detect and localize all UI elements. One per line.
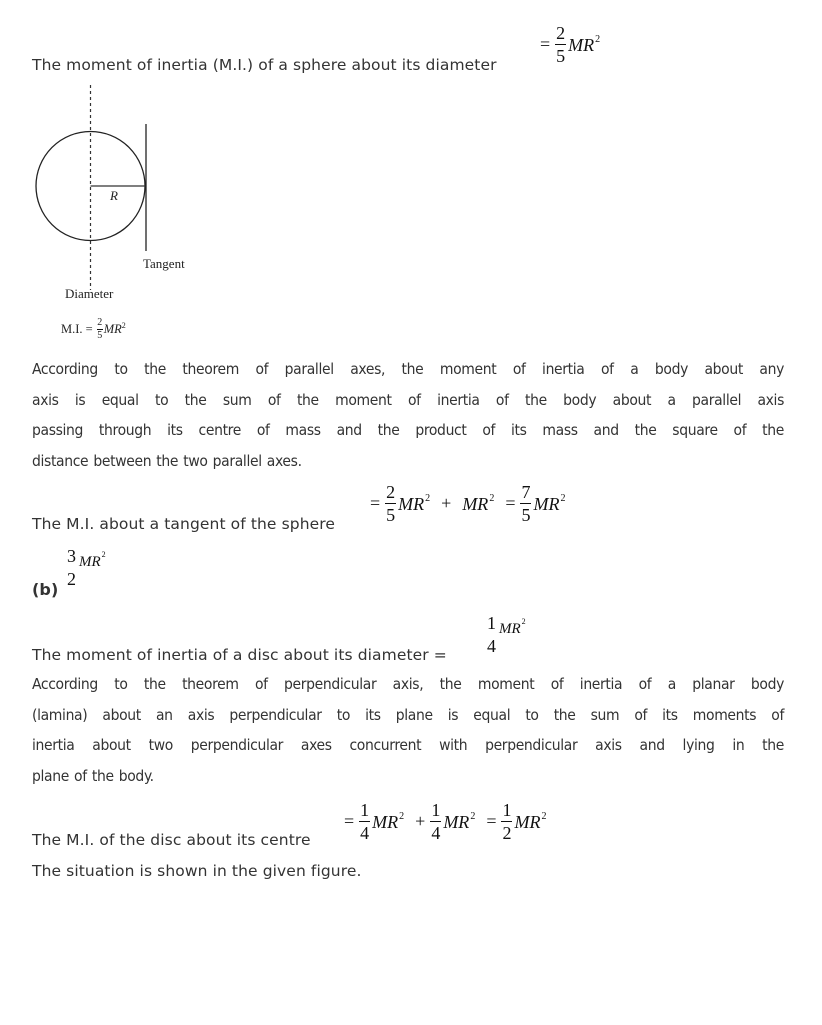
denominator: 4 (431, 823, 441, 843)
denominator: 2 (502, 823, 512, 843)
numerator: 1 (360, 800, 370, 820)
paragraph-line: According to the theorem of perpendicular axis, the moment of inertia of a planar body (32, 675, 784, 693)
numerator: 7 (521, 482, 531, 502)
mass-radius-term: $MR^2$ (514, 810, 547, 832)
tangent-result-formula (367, 483, 565, 524)
denominator: 2 (67, 569, 76, 589)
mass-radius-term: $MR^2$ (79, 550, 106, 570)
sphere-diagram (0, 0, 822, 360)
mass-radius-term: $MR^2$ (568, 33, 601, 55)
mass-radius-term: $MR^2$ (372, 810, 405, 832)
denominator: 5 (97, 330, 103, 341)
perpendicular-axis-paragraph (32, 669, 784, 791)
paragraph-line: (lamina) about an axis perpendicular to its plane is equal to the sum of its moments of (32, 705, 784, 724)
fraction (501, 801, 512, 842)
fraction (66, 547, 77, 588)
disc-diameter-text: The moment of inertia of a disc about its diameter = (32, 646, 447, 664)
fraction (385, 483, 396, 524)
plus-sign: + (415, 811, 426, 831)
disc-centre-formula (341, 801, 546, 842)
mass-radius-term: $MR^2$ (103, 321, 126, 337)
sphere-diagram-graphic (0, 0, 822, 360)
paragraph-line: inertia about two perpendicular axes concurrent with perpendicular axis and lying in the (32, 736, 784, 754)
mass-radius-term: $MR^2$ (443, 810, 476, 832)
mass-radius-term: $MR^2$ (533, 492, 566, 514)
formula-prefix: M.I. = (61, 322, 93, 336)
paragraph-line: passing through its centre of mass and the product of its mass and the square of the (32, 421, 784, 439)
paragraph-line: According to the theorem of parallel axes, the moment of inertia of a body about any (32, 360, 784, 378)
denominator: 4 (487, 636, 496, 656)
sphere-diameter-text: The moment of inertia (M.I.) of a sphere about its diameter (32, 56, 497, 74)
closing-text: The situation is shown in the given figure. (32, 862, 362, 880)
part-b-formula (64, 547, 106, 588)
plus-sign: + (441, 493, 452, 513)
fraction (97, 318, 103, 341)
diameter-label: Diameter (65, 286, 114, 301)
denominator: 5 (386, 505, 396, 525)
mass-radius-term: $MR^2$ (462, 492, 495, 514)
denominator: 4 (360, 823, 370, 843)
tangent-result-text: The M.I. about a tangent of the sphere (32, 515, 336, 533)
parallel-axes-paragraph (32, 354, 784, 476)
paragraph-line: plane of the body. (32, 766, 154, 785)
fraction (430, 801, 441, 842)
radius-label: R (110, 188, 118, 203)
mass-radius-term: $MR^2$ (398, 492, 431, 514)
numerator: 2 (386, 482, 396, 502)
denominator: 5 (521, 505, 531, 525)
equals-sign: = (505, 493, 516, 513)
numerator: 3 (67, 546, 76, 566)
numerator: 1 (502, 800, 512, 820)
numerator: 1 (431, 800, 441, 820)
tangent-label: Tangent (143, 256, 185, 271)
disc-centre-text: The M.I. of the disc about its centre (32, 831, 311, 849)
equals-sign: = (486, 811, 497, 831)
denominator: 5 (556, 46, 566, 66)
paragraph-line: distance between the two parallel axes. (32, 451, 302, 470)
fraction (520, 483, 531, 524)
fraction (359, 801, 370, 842)
numerator: 2 (556, 23, 566, 43)
part-b-label: (b) (32, 580, 59, 599)
equals-sign: = (370, 493, 381, 513)
disc-diameter-formula (484, 614, 526, 655)
paragraph-line: axis is equal to the sum of the moment of inertia of the body about a parallel axis (32, 390, 784, 409)
diagram-formula (61, 318, 126, 341)
mass-radius-term: $MR^2$ (499, 617, 526, 637)
equals-sign: = (540, 34, 551, 54)
numerator: 2 (97, 317, 103, 328)
equals-sign: = (344, 811, 355, 831)
fraction (486, 614, 497, 655)
numerator: 1 (487, 613, 496, 633)
